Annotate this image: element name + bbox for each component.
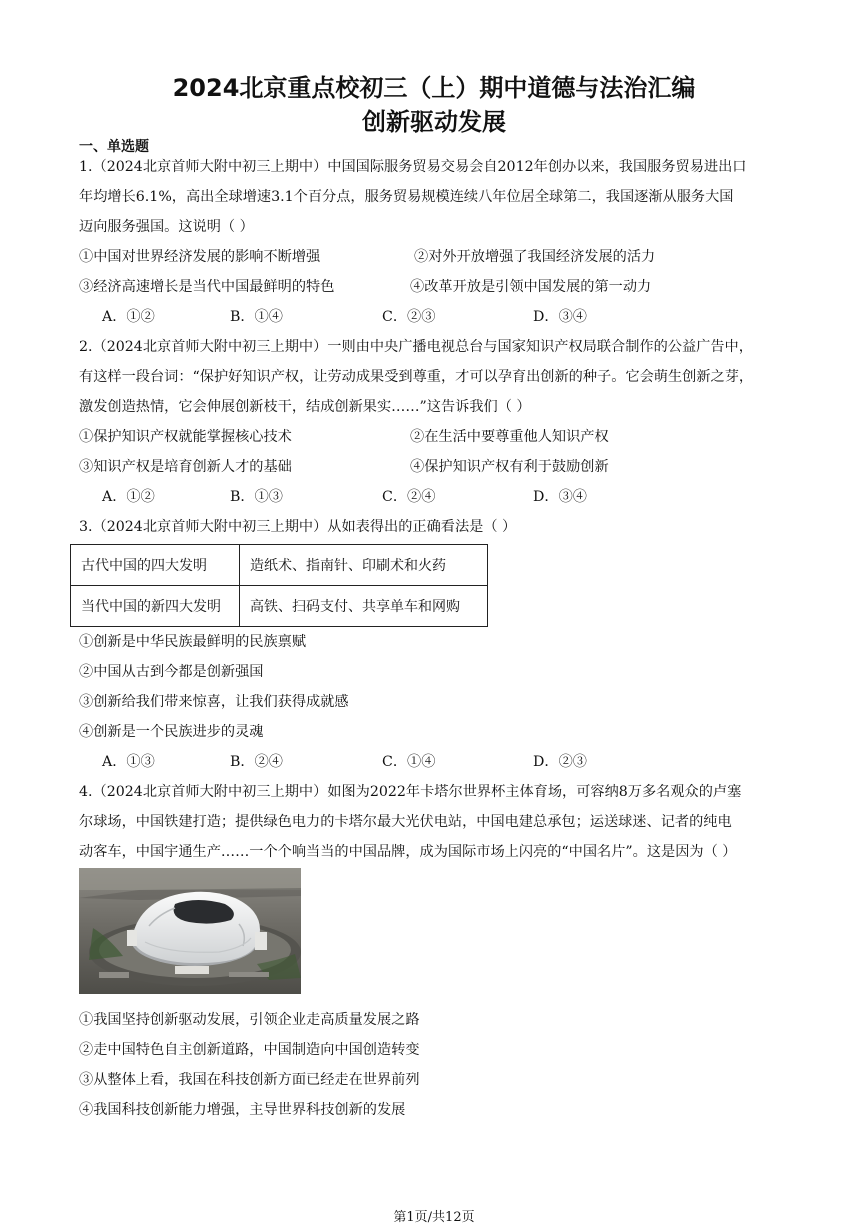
document-subtitle: 创新驱动发展: [362, 108, 506, 136]
question-4-line-2: 尔球场，中国铁建打造；提供绿色电力的卡塔尔最大光伏电站，中国电建总承包；运送球迷、记者的纯电: [79, 814, 732, 830]
question-1-statement-1: ①中国对世界经济发展的影响不断增强: [79, 249, 321, 265]
question-4-line-3: 动客车，中国宇通生产……一个个响当当的中国品牌，成为国际市场上闪亮的“中国名片”。这是因为（ ）: [79, 844, 737, 860]
table-row: [71, 545, 488, 586]
table-cell: 当代中国的新四大发明: [71, 586, 240, 627]
question-2-option-c: C．②④: [382, 489, 436, 505]
question-3-statement-2: ②中国从古到今都是创新强国: [79, 664, 264, 680]
question-2-statement-4: ④保护知识产权有利于鼓励创新: [410, 459, 609, 475]
question-1-statement-2: ②对外开放增强了我国经济发展的活力: [414, 249, 656, 265]
question-3-statement-1: ①创新是中华民族最鲜明的民族禀赋: [79, 634, 307, 650]
question-2-line-3: 激发创造热情，它会伸展创新枝干，结成创新果实……”这告诉我们（ ）: [79, 399, 531, 415]
inventions-table: [70, 544, 488, 627]
question-4-statement-2: ②走中国特色自主创新道路，中国制造向中国创造转变: [79, 1042, 420, 1058]
question-1-statement-3: ③经济高速增长是当代中国最鲜明的特色: [79, 279, 335, 295]
question-1-line-1: 1.（2024北京首师大附中初三上期中）中国国际服务贸易交易会自2012年创办以来，我国服务贸易进出口: [79, 159, 747, 175]
question-1-option-c: C．②③: [382, 309, 436, 325]
question-4-statement-4: ④我国科技创新能力增强，主导世界科技创新的发展: [79, 1102, 406, 1118]
section-heading: 一、单选题: [79, 139, 149, 155]
question-1-option-a: A．①②: [102, 309, 155, 325]
question-3-line-1: 3.（2024北京首师大附中初三上期中）从如表得出的正确看法是（ ）: [79, 519, 517, 535]
table-cell: 造纸术、指南针、印刷术和火药: [240, 545, 488, 586]
question-3-option-b: B．②④: [230, 754, 283, 770]
question-4-statement-1: ①我国坚持创新驱动发展，引领企业走高质量发展之路: [79, 1012, 420, 1028]
question-1-statement-4: ④改革开放是引领中国发展的第一动力: [410, 279, 652, 295]
table-row: [71, 586, 488, 627]
question-2-statement-3: ③知识产权是培育创新人才的基础: [79, 459, 292, 475]
question-2-line-1: 2.（2024北京首师大附中初三上期中）一则由中央广播电视总台与国家知识产权局联合制作的公益广告中，: [79, 339, 753, 355]
question-3-option-c: C．①④: [382, 754, 436, 770]
table-cell: 古代中国的四大发明: [71, 545, 240, 586]
stadium-photo: [79, 868, 301, 994]
question-2-statement-1: ①保护知识产权就能掌握核心技术: [79, 429, 292, 445]
question-4-line-1: 4.（2024北京首师大附中初三上期中）如图为2022年卡塔尔世界杯主体育场，可容纳8万多名观众的卢塞: [79, 784, 742, 800]
question-2-option-b: B．①③: [230, 489, 283, 505]
question-1-line-3: 迈向服务强国。这说明（ ）: [79, 219, 254, 235]
question-1-line-2: 年均增长6.1%，高出全球增速3.1个百分点，服务贸易规模连续八年位居全球第二，我国逐渐从服务大国: [79, 189, 734, 205]
table-cell: 高铁、扫码支付、共享单车和网购: [240, 586, 488, 627]
question-3-statement-4: ④创新是一个民族进步的灵魂: [79, 724, 264, 740]
question-2-option-a: A．①②: [102, 489, 155, 505]
document-title: 2024北京重点校初三（上）期中道德与法治汇编: [172, 74, 696, 102]
question-2-statement-2: ②在生活中要尊重他人知识产权: [410, 429, 609, 445]
question-1-option-d: D．③④: [533, 309, 587, 325]
question-3-option-a: A．①③: [102, 754, 155, 770]
question-4-statement-3: ③从整体上看，我国在科技创新方面已经走在世界前列: [79, 1072, 420, 1088]
question-3-statement-3: ③创新给我们带来惊喜，让我们获得成就感: [79, 694, 349, 710]
question-2-option-d: D．③④: [533, 489, 587, 505]
question-1-option-b: B．①④: [230, 309, 283, 325]
question-3-option-d: D．②③: [533, 754, 587, 770]
question-2-line-2: 有这样一段台词：“保护好知识产权，让劳动成果受到尊重，才可以孕育出创新的种子。它会萌生创新之芽，: [79, 369, 754, 385]
page-footer: 第1页/共12页: [393, 1210, 475, 1225]
